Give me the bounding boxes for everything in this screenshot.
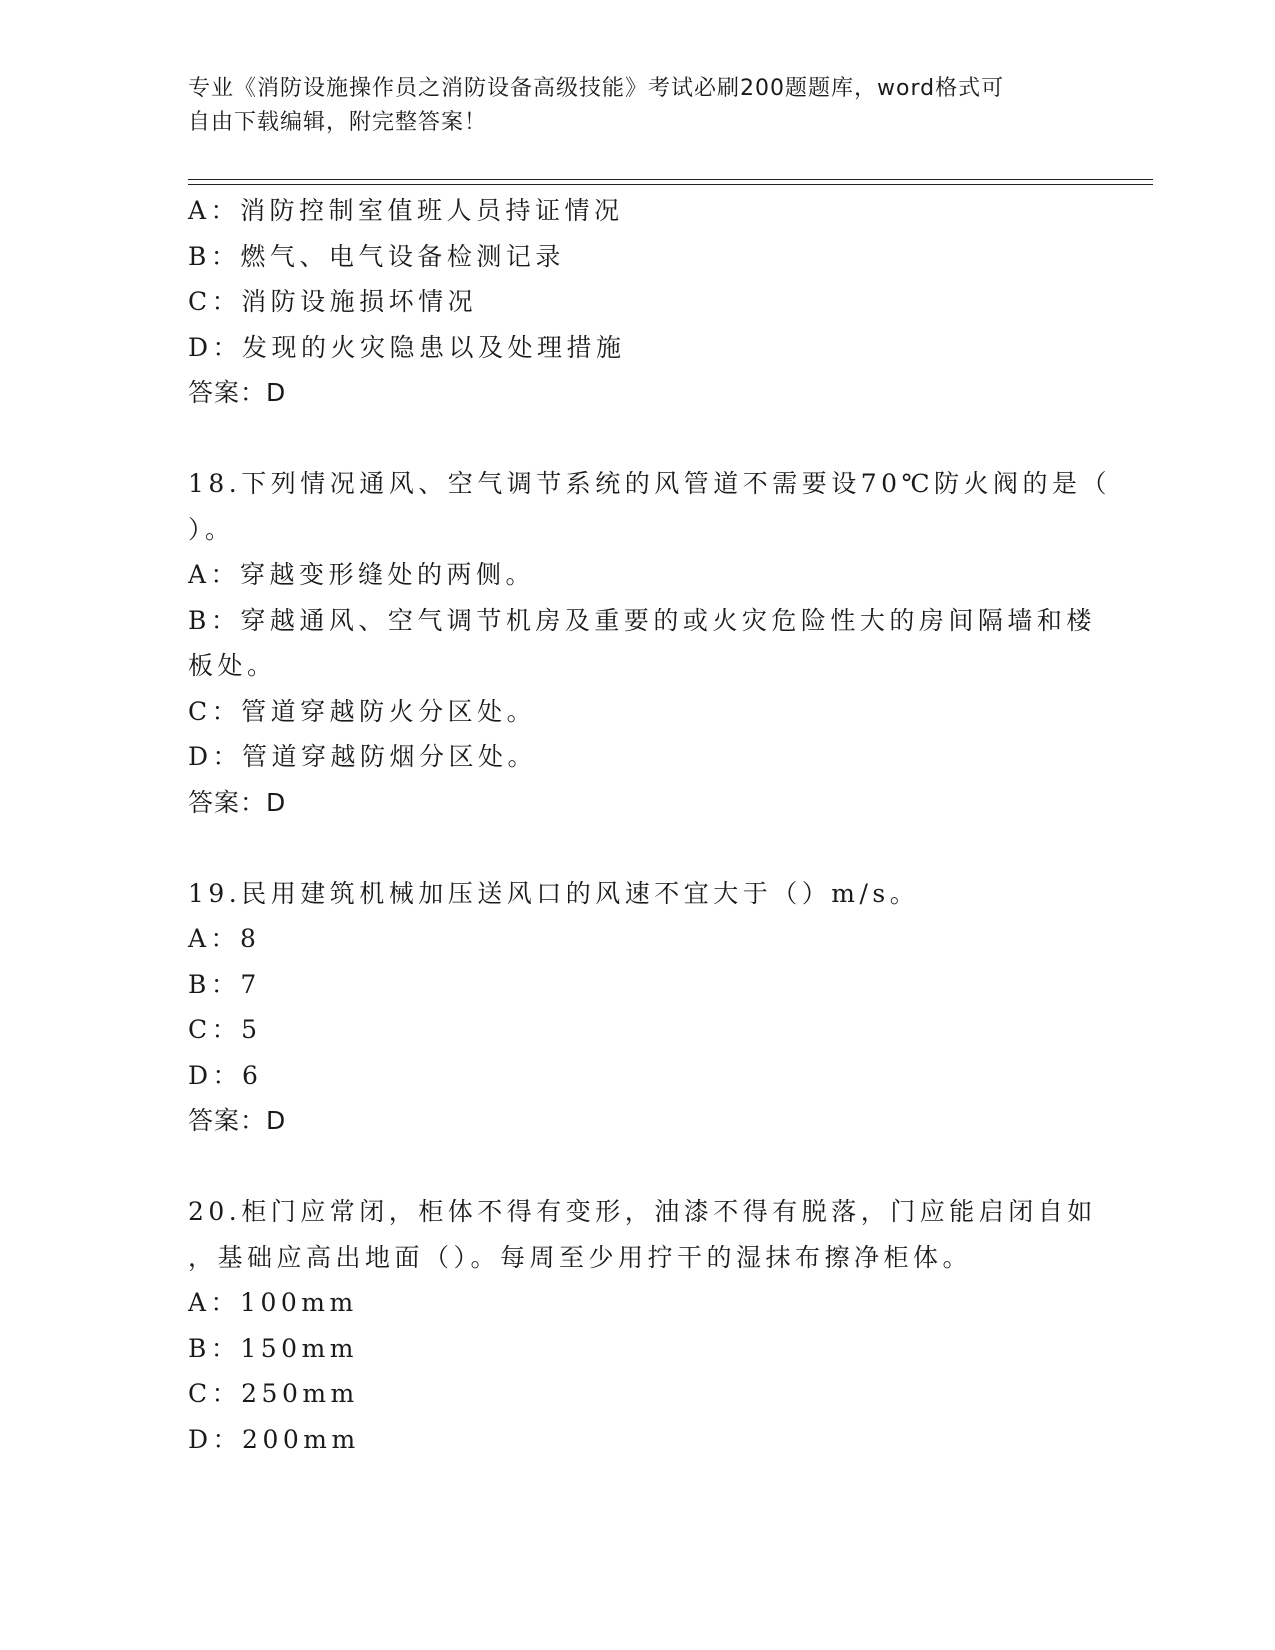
question-text-line-1: 18.下列情况通风、空气调节系统的风管道不需要设70℃防火阀的是（ (188, 469, 1112, 498)
question-text-line-1: 20.柜门应常闭，柜体不得有变形，油漆不得有脱落，门应能启闭自如 (188, 1197, 1097, 1226)
question-text-line-2: ）。 (188, 514, 235, 544)
option-c: C：250mm (188, 1379, 359, 1408)
option-a: A：100mm (188, 1288, 358, 1317)
answer: 答案：D (188, 787, 287, 817)
header-divider-bottom (188, 184, 1153, 185)
option-c: C：5 (188, 1015, 262, 1044)
option-a: A：穿越变形缝处的两侧。 (188, 560, 536, 589)
spacer (188, 1144, 1088, 1190)
option-c: C：消防设施损坏情况 (188, 287, 478, 316)
question-19 (188, 871, 1088, 1144)
spacer (188, 416, 1088, 462)
option-d: D：管道穿越防烟分区处。 (188, 742, 538, 771)
question-20 (188, 1189, 1097, 1462)
option-a: A：8 (188, 924, 261, 953)
spacer (188, 825, 1088, 871)
option-a: A：消防控制室值班人员持证情况 (188, 196, 624, 225)
header-line-2: 自由下载编辑，附完整答案！ (188, 110, 488, 135)
question-list (188, 188, 1112, 1462)
header-line-1: 专业《消防设施操作员之消防设备高级技能》考试必刷200题题库，word格式可 (188, 76, 1005, 101)
option-b: B：7 (188, 969, 261, 999)
option-d: D：发现的火灾隐患以及处理措施 (188, 332, 626, 362)
option-b: B：燃气、电气设备检测记录 (188, 241, 565, 271)
option-b-continued: 板处。 (188, 651, 277, 680)
question-text-line-2: ，基础应高出地面（）。每周至少用拧干的湿抹布擦净柜体。 (188, 1242, 973, 1272)
answer: 答案：D (188, 378, 287, 407)
option-b: B：150mm (188, 1333, 359, 1363)
question-text: 19.民用建筑机械加压送风口的风速不宜大于（）m/s。 (188, 878, 920, 908)
option-d: D：200mm (188, 1424, 360, 1454)
question-17 (188, 188, 1088, 416)
answer: 答案：D (188, 1106, 287, 1135)
question-18 (188, 461, 1112, 825)
option-c: C：管道穿越防火分区处。 (188, 696, 537, 726)
option-d: D：6 (188, 1060, 263, 1090)
option-b: B：穿越通风、空气调节机房及重要的或火灾危险性大的房间隔墙和楼 (188, 605, 1096, 635)
header-divider-top (188, 179, 1153, 180)
document-header (188, 72, 1088, 140)
